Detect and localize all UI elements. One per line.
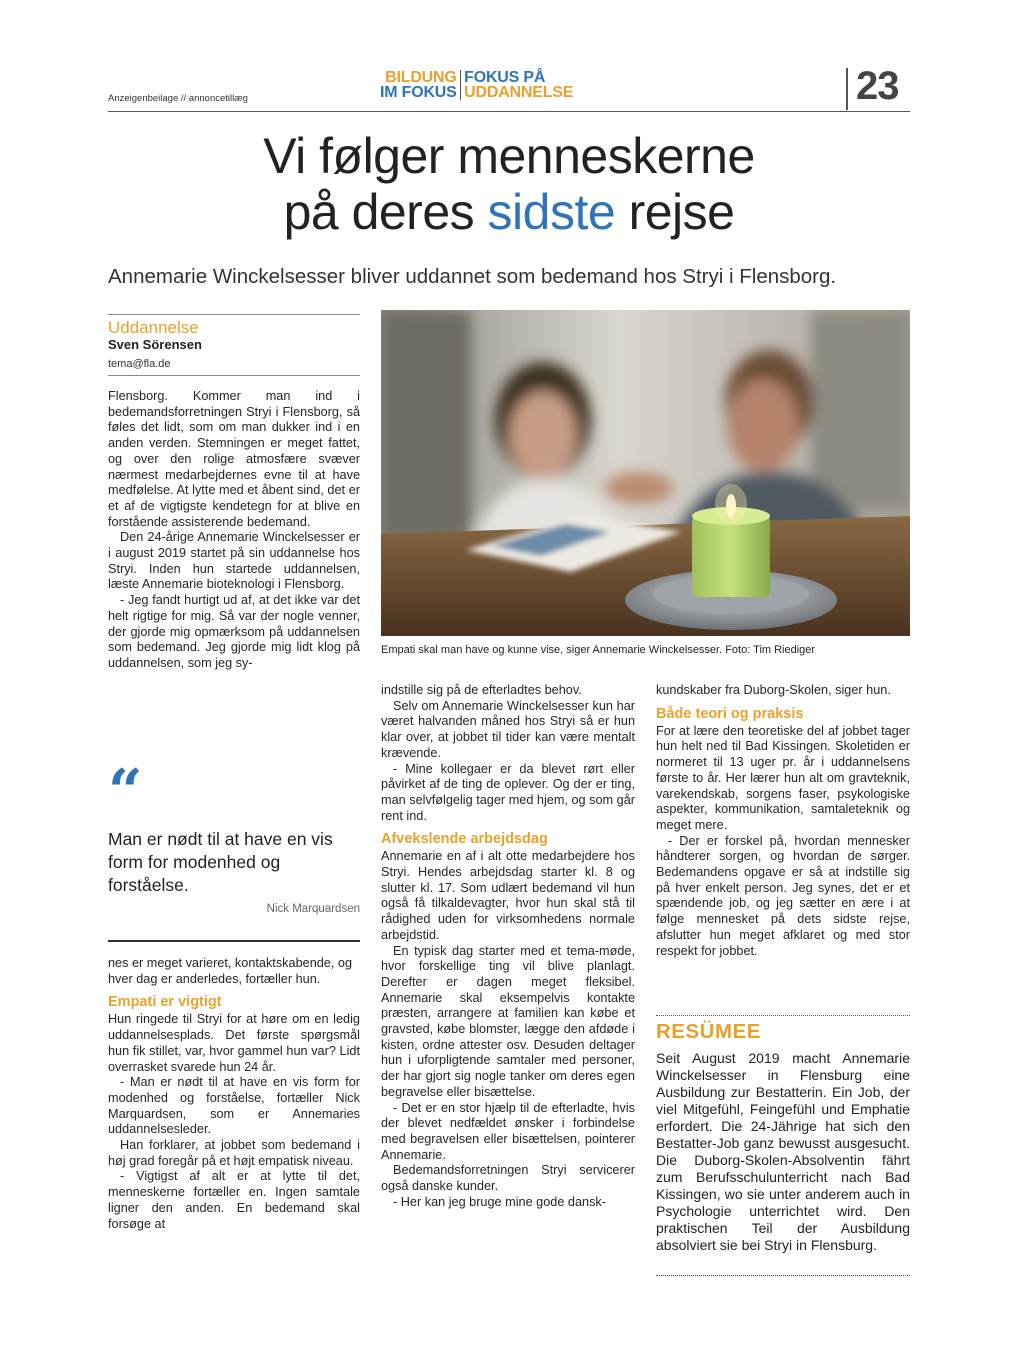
summary-box (656, 1015, 910, 1254)
headline-line-2a: på deres (283, 184, 488, 240)
headline-line-2c: rejse (615, 184, 735, 240)
brand-de-line-1: BILDUNG (385, 69, 457, 86)
page-number: 23 (856, 64, 899, 108)
photo-caption: Empati skal man have og kunne vise, siger Annemarie Winckelsesser. Foto: Tim Riediger (381, 644, 816, 656)
brand-divider (460, 70, 462, 100)
brand-german (380, 70, 457, 100)
paragraph: - Der er forskel på, hvordan mennesker håndterer sorgen, og hvordan de sørger. Bedemandens opgave er så at indstille sig på hver enkelt person. Jeg synes, det er et spændende job, og jeg sætter en ære i at følge mennesket på dets sidste rejse, afslutter hun meget afklaret og med stor respekt for jobbet. (656, 833, 910, 958)
article-subheadline: Annemarie Winckelsesser bliver uddannet som bedemand hos Stryi i Flensborg. (108, 265, 837, 288)
paragraph: Bedemandsforretningen Stryi servicerer også danske kunder. (381, 1163, 635, 1194)
paragraph: Annemarie en af i alt otte medarbejdere hos Stryi. Hendes arbejdsdag starter kl. 8 og slutter kl. 17. Som udlært bedemand vil hun også få tilkaldevagter, hvor hun skal stå til rådighed uden for virksomhedens normale arbejdstid. (381, 849, 635, 942)
brand-danish (464, 70, 573, 100)
paragraph: - Her kan jeg bruge mine gode dansk- (393, 1194, 606, 1209)
brand-dk-line-1: FOKUS PÅ (464, 69, 546, 86)
headline-accent-word: sidste (487, 184, 616, 240)
paragraph: Den 24-årige Annemarie Winckelsesser er i august 2019 startet på sin uddannelse hos Stryi. Inden hun startede uddannelsen, læste Annemarie bioteknologi i Flensborg. (108, 530, 360, 592)
article-headline (108, 128, 910, 240)
paragraph: Han forklarer, at jobbet som bedemand i høj grad foregår på et højt empatisk niveau. (108, 1138, 360, 1168)
paragraph: kundskaber fra Duborg-Skolen, siger hun. (656, 683, 891, 697)
quote-text: Man er nødt til at have en vis form for modenhed og forståelse. (108, 829, 333, 895)
headline-line-1: Vi følger menneskerne (263, 128, 755, 184)
paragraph: - Vigtigst af alt er at lytte til det, menneskerne fortæller en. Ingen samtale ligner den anden. En bedemand skal forsøge at (108, 1169, 360, 1231)
section-subheading: Empati er vigtigt (108, 994, 222, 1011)
paragraph: Selv om Annemarie Winckelsesser kun har været halvanden måned hos Stryi så er hun klar over, at jobbet til tider kan være mentalt krævende. (381, 698, 635, 760)
paragraph: nes er meget varieret, kontaktskabende, og hver dag er anderledes, fortæller hun. (108, 956, 353, 986)
summary-title: RESÜMEE (656, 1020, 761, 1043)
rubric-label: Uddannelse (108, 318, 199, 337)
paragraph: - Det er en stor hjælp til de efterladte, hvis der blevet nedfældet ønsker i forbindelse med begravelsen eller bisættelsen, pointerer Annemarie. (381, 1100, 635, 1162)
paragraph: For at lære den teoretiske del af jobbet tager hun helt ned til Bad Kissingen. Skoletiden er normeret til 13 uger pr. år i uddannelsens første to år. Her lærer hun alt om gravteknik, varekendskab, sorgens faser, psykologiske aspekter, kommunikation, samtaleteknik og meget mere. (656, 723, 910, 832)
page-number-divider (846, 68, 848, 110)
brand-de-line-2: IM FOKUS (380, 84, 457, 101)
summary-divider (656, 1275, 910, 1276)
author-name: Sven Sörensen (108, 337, 202, 352)
supplement-label: Anzeigenbeilage // annoncetillæg (108, 93, 248, 104)
column-2 (381, 683, 635, 1211)
brand-dk-line-2: UDDANNELSE (464, 84, 574, 101)
photo-illustration (381, 310, 910, 636)
paragraph: - Mine kollegaer er da blevet rørt eller påvirket af de ting de oplever. Og der er ting, man selvfølgelig tager med hjem, og som går rent ind. (381, 761, 635, 823)
paragraph: - Jeg fandt hurtigt ud af, at det ikke var det helt rigtige for mig. Så var der nogle venner, der gjorde mig opmærksom på uddannelsen som bedemand. Jeg gjorde mig lidt klog på uddannelsen, som jeg sy- (108, 593, 360, 670)
quote-author: Nick Marquardsen (266, 903, 360, 915)
column-3 (656, 683, 910, 959)
pull-quote (108, 757, 360, 942)
paragraph: Flensborg. Kommer man ind i bedemandsforretningen Stryi i Flensborg, så føles det lidt, som om man dukker ind i en anden verden. Stemningen er meget fattet, og over den rolige atmosfære svæver nærmest medarbejdernes evne til at have medfølelse. At lytte med et åbent sind, det er et af de vigtigste kendetegn for at blive en forstående assisterende bedemand. (108, 389, 360, 529)
article-photo (381, 310, 910, 636)
section-subheading: Både teori og praksis (656, 705, 804, 722)
summary-text: Seit August 2019 macht Annemarie Winckelsesser in Flensburg eine Ausbildung zur Bestatterin. Ein Job, der viel Mitgefühl, Feingefühl und Emphatie erfordert. Die 24-Jährige hat sich den Bestatter-Job ganz bewusst ausgesucht. Die Duborg-Skolen-Absolventin fährt zum Berufsschulunterricht nach Bad Kissingen, wo sie unter anderem auch in Psychologie unterrichtet wird. Den praktischen Teil der Ausbildung absolviert sie bei Stryi in Flensburg. (656, 1050, 910, 1253)
paragraph: - Man er nødt til at have en vis form for modenhed og forståelse, fortæller Nick Marquardsen, som er Annemaries uddannelsesleder. (108, 1075, 360, 1137)
paragraph: En typisk dag starter med et tema-møde, hvor forskellige ting vil blive planlagt. Derefter er dagen meget fleksibel. Annemarie skal eksempelvis kontakte præsten, arrangere at familien kan købe et gravsted, købe blomster, lægge den afdøde i kisten, ordne attester osv. Desuden deltager hun i uforpligtende samtaler med personer, der har gjort sig nogle tanker om deres egen begravelse eller bisættelse. (381, 943, 635, 1099)
paragraph: Hun ringede til Stryi for at høre om en ledig uddannelsesplads. Det første spørgsmål hun fik stillet, var, hvor gammel hun var? Lidt overrasket svarede hun 24 år. (108, 1012, 360, 1074)
article-byline (108, 314, 360, 376)
column-1-bottom (108, 956, 360, 1232)
paragraph: indstille sig på de efterladtes behov. (381, 683, 582, 697)
author-email: tema@fla.de (108, 353, 360, 376)
quote-mark-icon: “ (108, 757, 139, 827)
section-logo (380, 70, 573, 100)
section-subheading: Afvekslende arbejdsdag (381, 831, 548, 848)
column-1-top (108, 389, 360, 672)
page-header (108, 66, 910, 112)
